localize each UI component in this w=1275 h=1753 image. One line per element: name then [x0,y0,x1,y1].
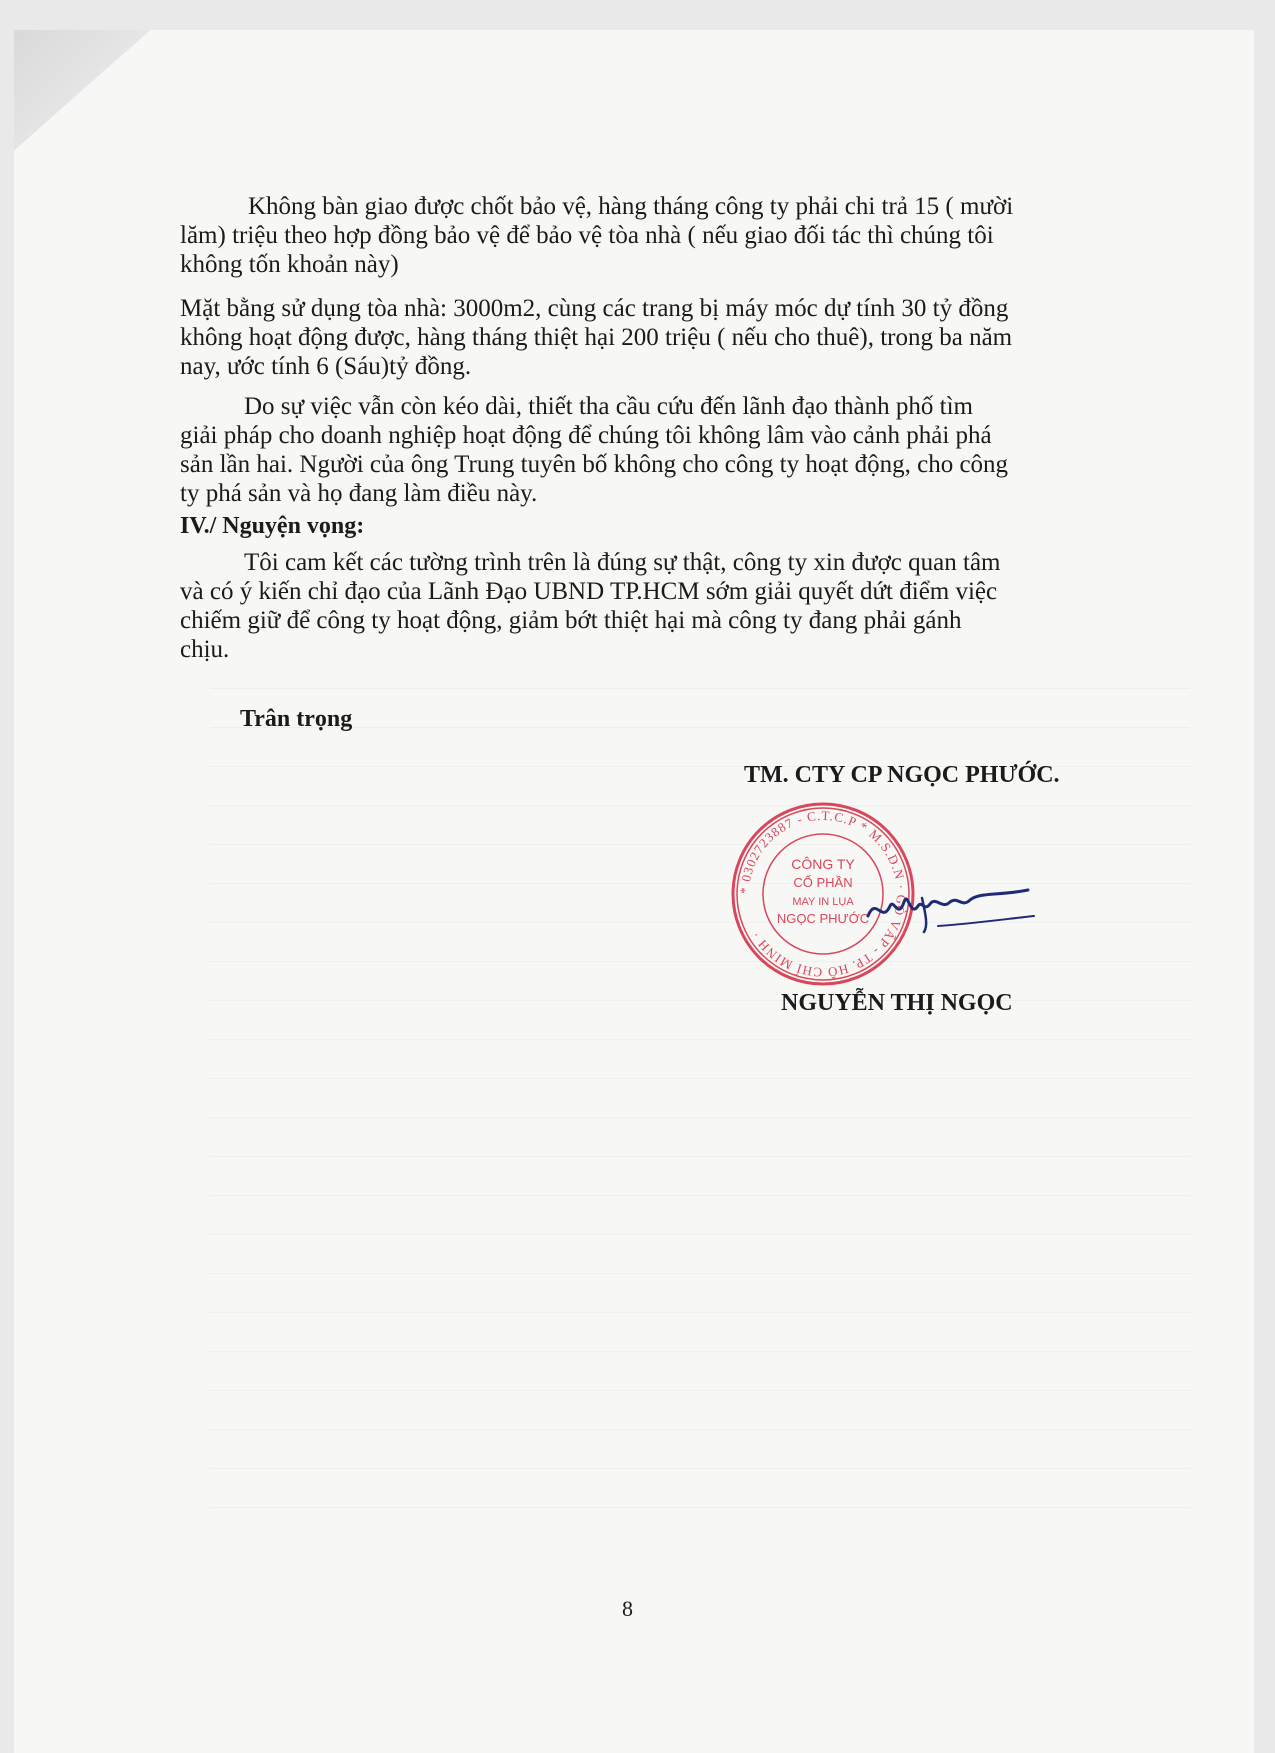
text-line: chiếm giữ để công ty hoạt động, giảm bớt thiệt hại mà công ty đang phải gánh [180,607,962,634]
section-heading: IV./ Nguyện vọng: [180,513,365,539]
closing-salutation: Trân trọng [240,706,353,732]
text-line: không hoạt động được, hàng tháng thiệt hại 200 triệu ( nếu cho thuê), trong ba năm [180,324,1013,351]
handwritten-signature [858,876,1038,936]
text-line: giải pháp cho doanh nghiệp hoạt động để chúng tôi không lâm vào cảnh phải phá [180,422,992,449]
seal-line-2: CỔ PHẦN [793,875,853,890]
text-line: Tôi cam kết các tường trình trên là đúng sự thật, công ty xin được quan tâm [244,549,1001,576]
text-line: Không bàn giao được chốt bảo vệ, hàng tháng công ty phải chi trả 15 ( mười [248,193,1014,220]
text-line: Mặt bằng sử dụng tòa nhà: 3000m2, cùng các trang bị máy móc dự tính 30 tỷ đồng [180,295,1009,322]
seal-line-1: CÔNG TY [791,856,855,872]
text-line: chịu. [180,636,230,663]
text-line: và có ý kiến chỉ đạo của Lãnh Đạo UBND TP.HCM sớm giải quyết dứt điểm việc [180,578,998,605]
company-signature-title: TM. CTY CP NGỌC PHƯỚC. [744,762,1060,788]
text-line: không tốn khoản này) [180,251,399,278]
text-line: sản lần hai. Người của ông Trung tuyên bố không cho công ty hoạt động, cho công [180,451,1009,478]
seal-line-3: MAY IN LỤA [792,896,854,908]
page-number: 8 [622,1596,633,1621]
text-line: Do sự việc vẫn còn kéo dài, thiết tha cầu cứu đến lãnh đạo thành phố tìm [244,393,973,420]
signer-name: NGUYỄN THỊ NGỌC [781,990,1013,1016]
paragraph-building-premises [180,294,1125,381]
seal-outer-text: * 0302723887 - C.T.C.P * M.S.D.N · GÒ VẤP - TP. HỒ CHÍ MINH · [736,807,910,981]
seal-line-4: NGỌC PHƯỚC [776,911,870,926]
text-line: ty phá sản và họ đang làm điều này. [180,480,538,507]
text-line: nay, ước tính 6 (Sáu)tỷ đồng. [180,353,472,380]
paragraph-commitment [180,548,1125,664]
text-line: lăm) triệu theo hợp đồng bảo vệ để bảo vệ tòa nhà ( nếu giao đối tác thì chúng tôi [180,222,994,249]
paragraph-security-post [180,192,1125,279]
paragraph-appeal [180,392,1125,508]
